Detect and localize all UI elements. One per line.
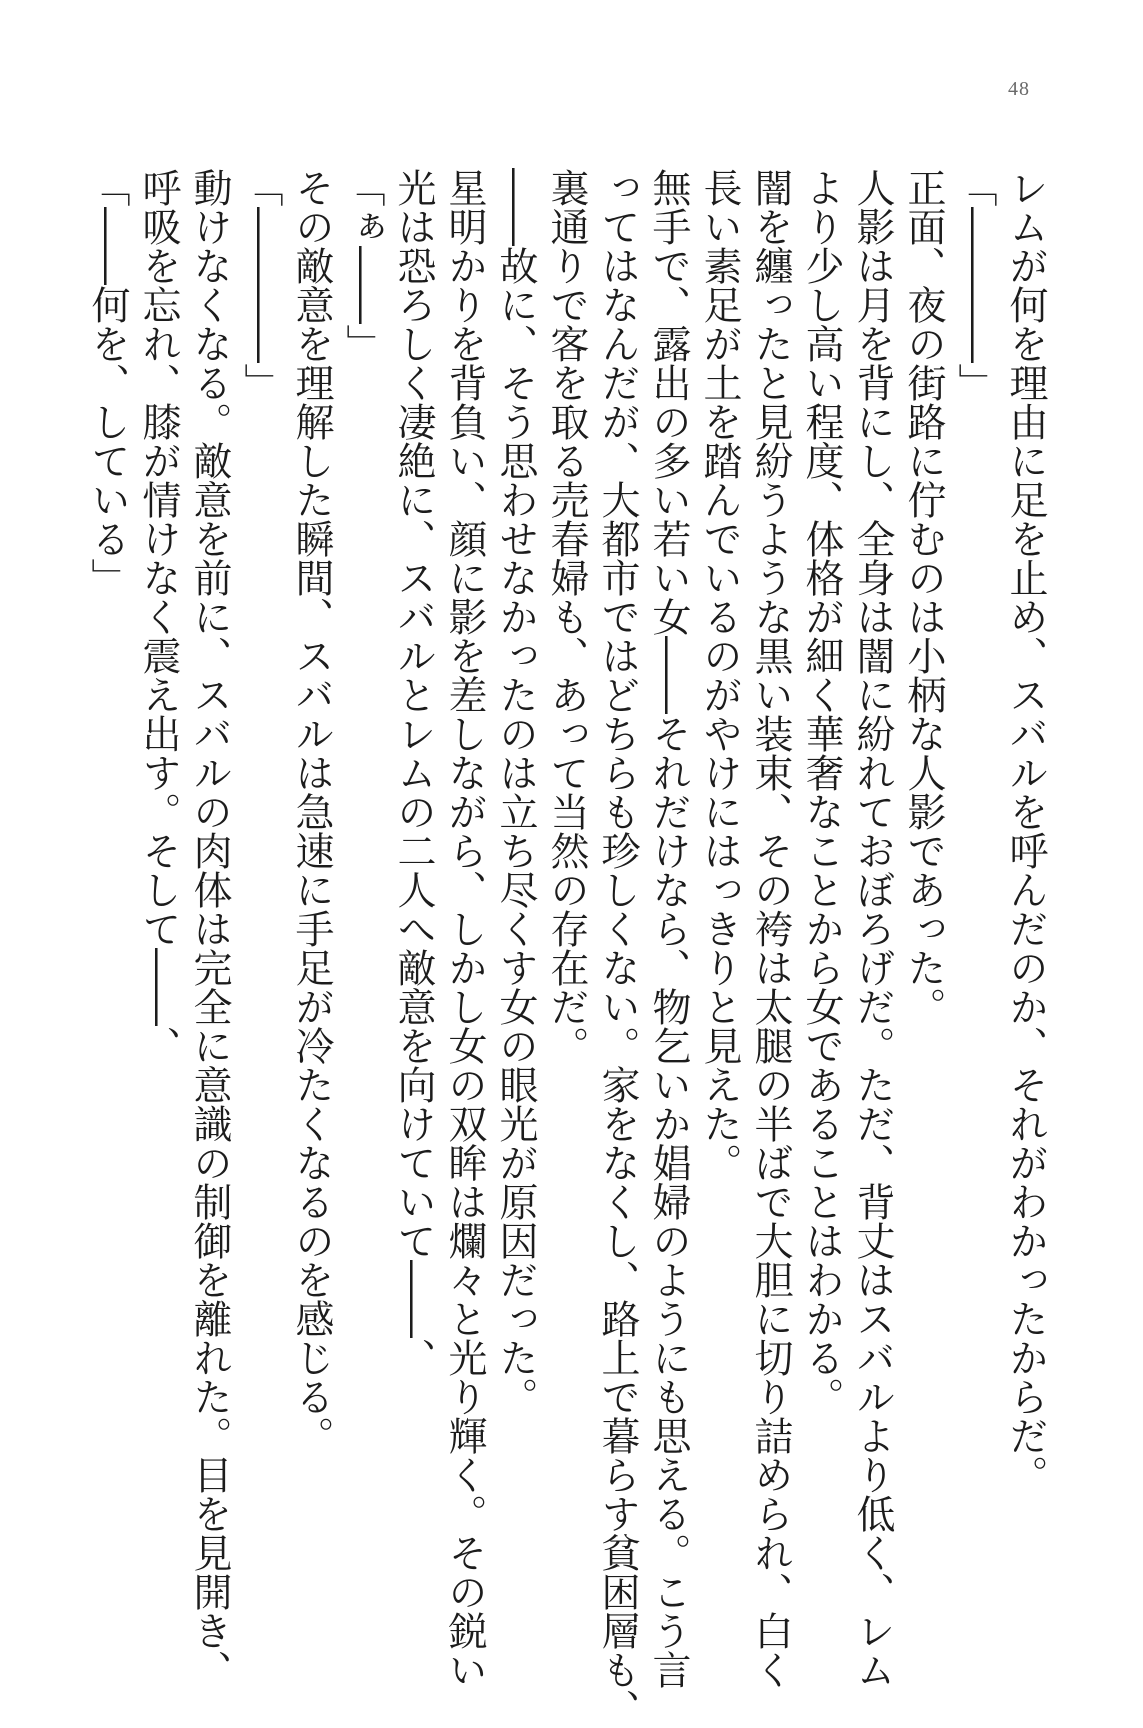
text-line: 正面、夜の街路に佇むのは小柄な人影であった。 (901, 168, 946, 1026)
text-line: 光は恐ろしく凄絶に、スバルとレムの二人へ敵意を向けていて――、 (391, 168, 436, 1377)
text-line: 裏通りで客を取る売春婦も、あって当然の存在だ。 (544, 168, 589, 1065)
text-line: 闇を纏ったと見紛うような黒い装束、その袴は太腿の半ばで大胆に切り詰められ、白く (748, 168, 793, 1689)
text-line: 呼吸を忘れ、膝が情けなく震え出す。そして――、 (136, 168, 181, 1065)
text-line: 「――――」 (952, 168, 997, 402)
text-line: 人影は月を背にし、全身は闇に紛れておぼろげだ。ただ、背丈はスバルより低く、レム (850, 168, 895, 1689)
text-line: 「ぁ――」 (340, 168, 385, 363)
page-number: 48 (1008, 78, 1030, 100)
text-line: レムが何を理由に足を止め、スバルを呼んだのか、それがわかったからだ。 (1003, 168, 1048, 1494)
text-line: その敵意を理解した瞬間、スバルは急速に手足が冷たくなるのを感じる。 (289, 168, 334, 1455)
text-line: より少し高い程度、体格が細く華奢なことから女であることはわかる。 (799, 168, 844, 1416)
text-line: 「――――」 (238, 168, 283, 402)
text-line: ってはなんだが、大都市ではどちらも珍しくない。家をなくし、路上で暮らす貧困層も、 (595, 168, 640, 1728)
text-line: 長い素足が土を踏んでいるのがやけにはっきりと見えた。 (697, 168, 742, 1182)
novel-body-text (82, 168, 1051, 1728)
text-line: 無手で、露出の多い若い女――それだけなら、物乞いか娼婦のようにも思える。こう言 (646, 168, 691, 1689)
text-line: ――故に、そう思わせなかったのは立ち尽くす女の眼光が原因だった。 (493, 168, 538, 1416)
text-line: 動けなくなる。敵意を前に、スバルの肉体は完全に意識の制御を離れた。目を見開き、 (187, 168, 232, 1689)
text-line: 星明かりを背負い、顔に影を差しながら、しかし女の双眸は爛々と光り輝く。その鋭い (442, 168, 487, 1689)
text-line: 「――何を、している」 (85, 168, 130, 597)
